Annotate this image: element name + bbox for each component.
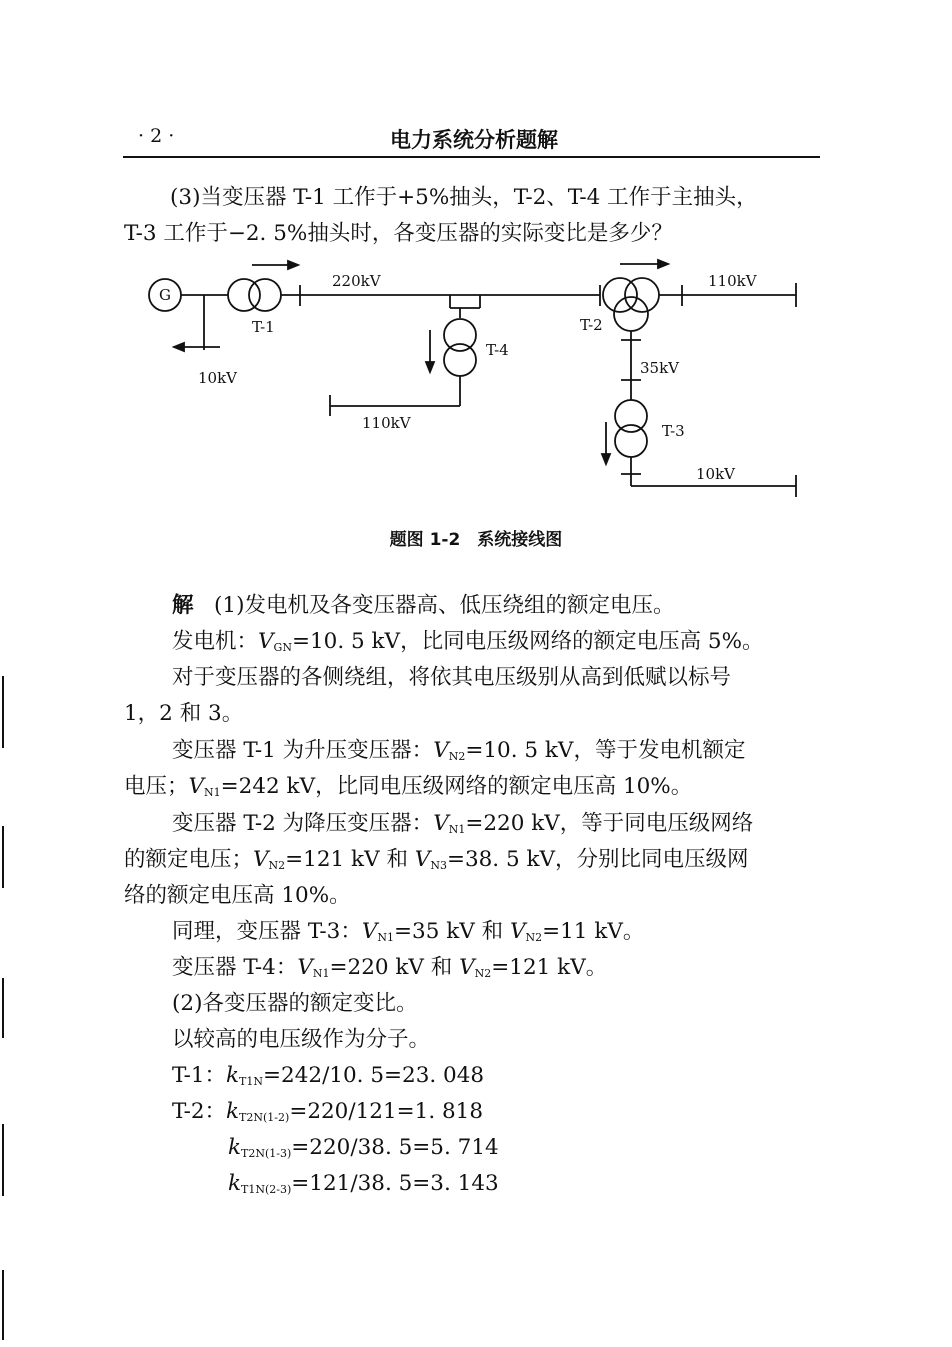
labeling-note-line-2: 1，2 和 3。 <box>124 701 244 726</box>
t3-label: T-3 <box>662 422 685 440</box>
ratio-t2-1-3: $k_{T2N(1-3)}=220/38$. 5=5. 714 <box>228 1135 499 1160</box>
t2-winding-2 <box>625 278 659 312</box>
t1-voltage-line-2: 电压；$V_{N1}=242$ kV，比同电压级网络的额定电压高 10%。 <box>124 774 693 799</box>
ratio-t1-2-3: $k_{T1N(2-3)}=121/38$. 5=3. 143 <box>228 1171 499 1196</box>
scan-margin-mark <box>2 826 4 888</box>
page-header <box>123 122 820 158</box>
figure-caption: 题图 1-2 系统接线图 <box>389 530 563 550</box>
ratio-t1: T-1：$k_{T1N}=242/10$. 5=23. 048 <box>172 1063 485 1088</box>
t4-secondary-winding <box>444 344 476 376</box>
scan-margin-mark <box>2 676 4 748</box>
solution-part-1 <box>172 588 675 624</box>
ratio-t2-1-2: T-2：$k_{T2N(1-2)}=220/121=1$. 818 <box>172 1099 484 1124</box>
t2-voltage-line-1: 变压器 T-2 为降压变压器：$V_{N1}=220$ kV，等于同电压级网络 <box>172 811 754 836</box>
t2-110kv-label: 110kV <box>708 272 757 290</box>
running-title: 电力系统分析题解 <box>390 128 558 152</box>
t2-label: T-2 <box>580 316 603 334</box>
t1-voltage-line-1: 变压器 T-1 为升压变压器：$V_{N2}=10$. 5 kV，等于发电机额定 <box>172 738 746 763</box>
t4-voltage: 变压器 T-4：$V_{N1}=220$ kV 和 $V_{N2}=121$ kV。 <box>172 955 608 980</box>
220kv-label: 220kV <box>332 272 381 290</box>
system-wiring-diagram <box>120 250 820 510</box>
t3-voltage: 同理，变压器 T-3：$V_{N1}=35$ kV 和 $V_{N2}=11$ kV。 <box>172 919 645 944</box>
t4-110kv-label: 110kV <box>362 414 411 432</box>
t3-10kv-label: 10kV <box>696 465 736 483</box>
t2-voltage-line-3: 络的额定电压高 10%。 <box>124 883 351 908</box>
generator-voltage: 发电机：$V_{GN}=10$. 5 kV，比同电压级网络的额定电压高 5%。 <box>172 629 764 654</box>
scan-margin-mark <box>2 1124 4 1196</box>
35kv-label: 35kV <box>640 359 680 377</box>
t3-primary-winding <box>615 400 647 432</box>
solution-heading: 解 <box>172 593 194 618</box>
generator-label: G <box>159 286 171 304</box>
t1-secondary-winding <box>249 279 281 311</box>
solution-part-1-text: (1)发电机及各变压器高、低压绕组的额定电压。 <box>214 593 675 618</box>
t2-voltage-line-2: 的额定电压；$V_{N2}=121$ kV 和 $V_{N3}=38$. 5 kV，分别比同电压级网 <box>124 847 749 872</box>
t2-winding-1 <box>603 278 637 312</box>
solution-part-2: (2)各变压器的额定变比。 <box>172 991 418 1016</box>
page-number: · 2 · <box>138 125 175 147</box>
ratio-note: 以较高的电压级作为分子。 <box>172 1027 431 1052</box>
t4-primary-winding <box>444 319 476 351</box>
question-line-1: (3)当变压器 T-1 工作于+5%抽头，T-2、T-4 工作于主抽头， <box>170 185 758 210</box>
scan-margin-mark <box>2 978 4 1038</box>
t3-secondary-winding <box>615 425 647 457</box>
question-line-2: T-3 工作于−2. 5%抽头时，各变压器的实际变比是多少？ <box>124 221 673 246</box>
scan-margin-mark <box>2 1270 4 1340</box>
gen-10kv-label: 10kV <box>198 369 238 387</box>
t1-primary-winding <box>228 279 260 311</box>
labeling-note-line-1: 对于变压器的各侧绕组，将依其电压级别从高到低赋以标号 <box>172 665 732 690</box>
t1-label: T-1 <box>252 318 275 336</box>
t4-label: T-4 <box>486 341 509 359</box>
t2-winding-3 <box>614 297 648 331</box>
